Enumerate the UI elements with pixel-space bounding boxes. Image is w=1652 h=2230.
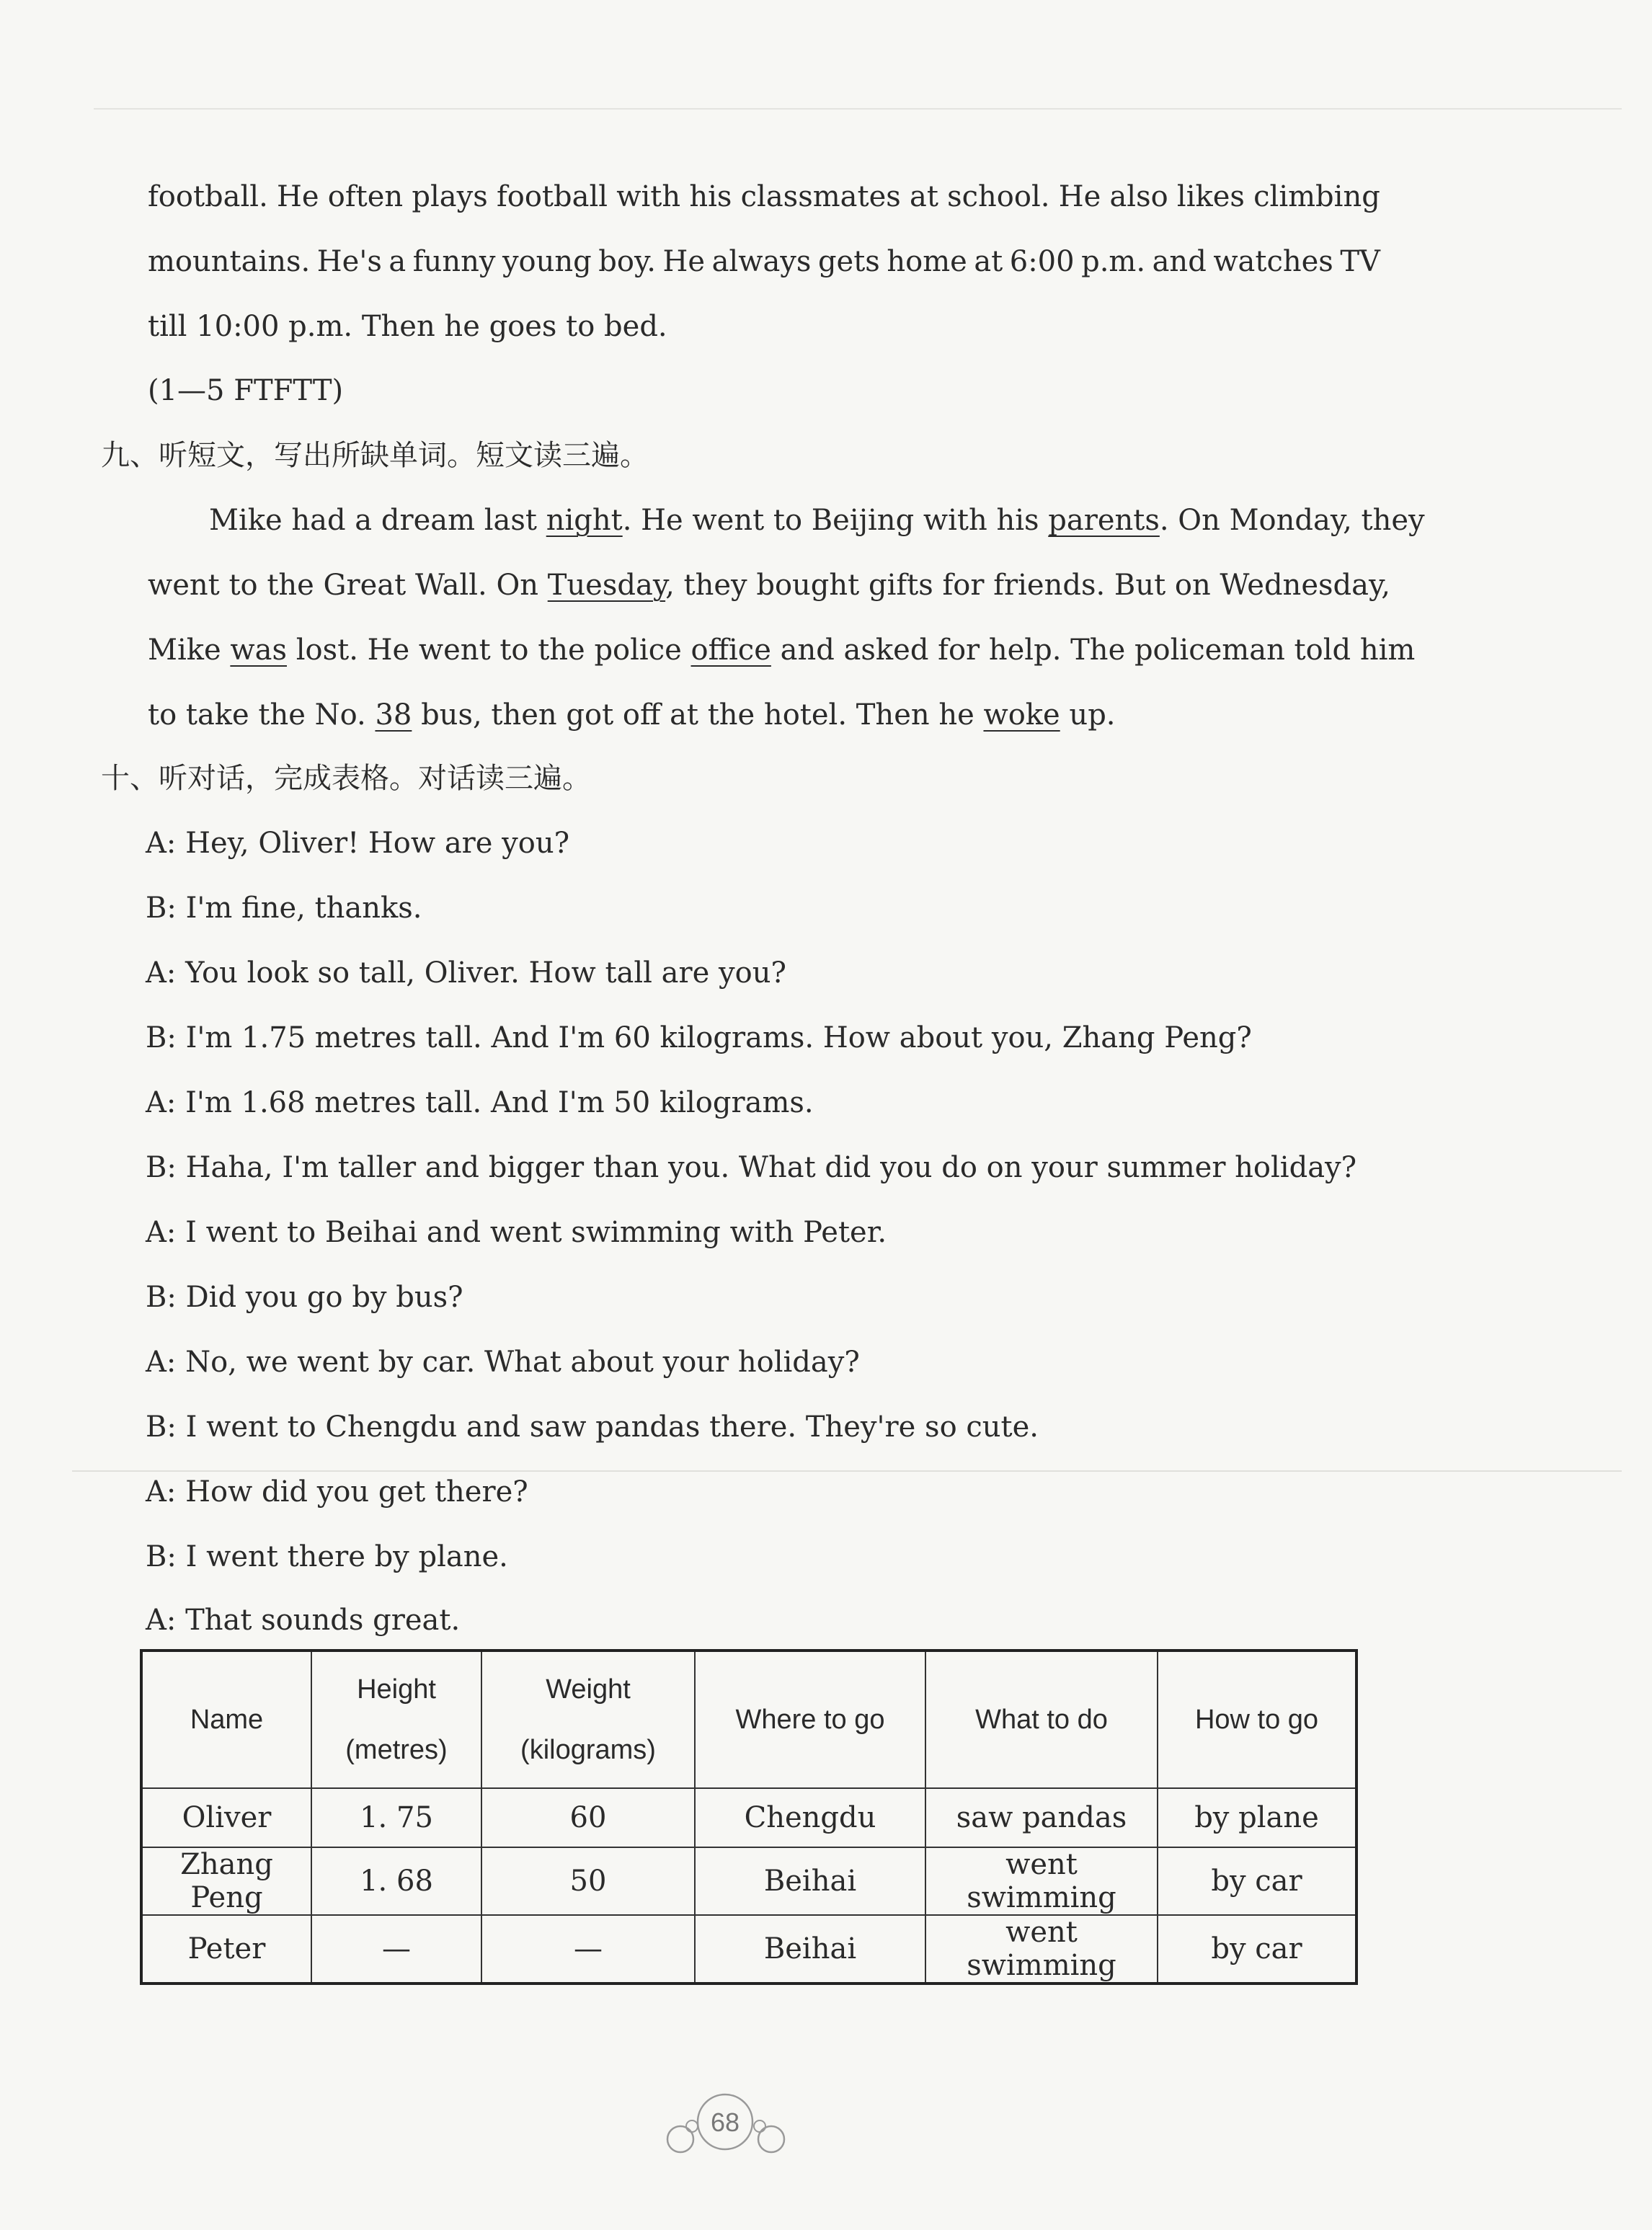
s9-blank-answer: office (690, 634, 771, 667)
table-row (141, 1915, 1356, 1984)
s9-blank-answer: was (230, 634, 287, 667)
passage-line-1 (148, 175, 1380, 218)
dialogue-line: A: Hey, Oliver! How are you? (146, 827, 570, 860)
header-label: How to go (1194, 1705, 1319, 1735)
dialogue-line: A: No, we went by car. What about your holiday? (146, 1346, 860, 1379)
passage-word: TV (1340, 245, 1380, 278)
s9-line-4 (148, 693, 1116, 737)
dialogue-line: B: I went to Chengdu and saw pandas there. They're so cute. (146, 1411, 1039, 1444)
passage-word: watches (1213, 245, 1333, 278)
s9-blank-answer: woke (983, 698, 1060, 732)
dialogue-line: B: Did you go by bus? (146, 1281, 463, 1314)
s9-text: Mike (148, 634, 231, 667)
s9-text: , they bought gifts for friends. But on Wednesday, (665, 569, 1390, 602)
passage-word: He (277, 180, 319, 213)
s9-blank-answer: Tuesday (547, 569, 666, 602)
table-cell: 1. 68 (311, 1847, 481, 1915)
s9-line-3 (148, 628, 1415, 672)
header-height (311, 1651, 481, 1788)
passage-word: classmates (740, 180, 901, 213)
s9-blank-answer: night (546, 504, 623, 537)
passage-word: football (496, 180, 608, 213)
header-label: Weight (546, 1674, 631, 1705)
passage-word: and (1152, 245, 1207, 278)
dialogue-line: B: I'm 1.75 metres tall. And I'm 60 kilograms. How about you, Zhang Peng? (146, 1021, 1252, 1054)
passage-word: gets (817, 245, 880, 278)
table-cell: Oliver (141, 1788, 311, 1847)
table-cell: 1. 75 (311, 1788, 481, 1847)
passage-word: his (689, 180, 732, 213)
passage-word: at (974, 245, 1003, 278)
dialogue-line: A: That sounds great. (146, 1604, 461, 1637)
header-what (925, 1651, 1158, 1788)
answer-table (140, 1649, 1358, 1985)
table-cell: by car (1158, 1847, 1356, 1915)
table-header-row (141, 1651, 1356, 1788)
passage-word: likes (1176, 180, 1245, 213)
passage-word: also (1109, 180, 1168, 213)
s9-text: and asked for help. The policeman told him (771, 634, 1416, 667)
header-how (1158, 1651, 1356, 1788)
header-label: Height (357, 1674, 436, 1705)
passage-word: He's (316, 245, 382, 278)
passage-word: He (1058, 180, 1101, 213)
header-weight (481, 1651, 695, 1788)
answer-key: (1—5 FTFTT) (148, 374, 344, 407)
passage-word: p.m. (1081, 245, 1146, 278)
s9-text: to take the No. (148, 698, 376, 732)
header-unit: (metres) (345, 1735, 448, 1765)
s9-line-2 (148, 564, 1390, 607)
passage-word: school. (947, 180, 1050, 213)
table-cell: Peter (141, 1915, 311, 1984)
table-cell: 60 (481, 1788, 695, 1847)
header-label: What to do (975, 1705, 1108, 1735)
passage-line-3: till 10:00 p.m. Then he goes to bed. (148, 310, 667, 343)
s9-text: bus, then got off at the hotel. Then he (412, 698, 984, 732)
section-9-heading: 九、听短文，写出所缺单词。短文读三遍。 (101, 439, 649, 472)
table-cell: Chengdu (695, 1788, 925, 1847)
passage-word: with (616, 180, 681, 213)
s9-text: . On Monday, they (1159, 504, 1425, 537)
header-unit: (kilograms) (520, 1735, 656, 1765)
passage-word: often (327, 180, 404, 213)
table-cell: — (481, 1915, 695, 1984)
page-number: 68 (710, 2107, 740, 2137)
s9-text: Mike had a dream last (209, 504, 546, 537)
table-cell: saw pandas (925, 1788, 1158, 1847)
passage-word: mountains. (148, 245, 311, 278)
passage-word: climbing (1253, 180, 1380, 213)
s9-blank-answer: parents (1048, 504, 1160, 537)
section-10-heading: 十、听对话，完成表格。对话读三遍。 (101, 762, 591, 795)
table-cell: — (311, 1915, 481, 1984)
passage-word: funny (412, 245, 496, 278)
s9-text: . He went to Beijing with his (622, 504, 1049, 537)
table-row (141, 1788, 1356, 1847)
passage-word: 6:00 (1009, 245, 1075, 278)
s9-text: up. (1060, 698, 1116, 732)
table-cell: Beihai (695, 1915, 925, 1984)
passage-word: boy. (598, 245, 656, 278)
passage-word: at (909, 180, 938, 213)
passage-word: football. (148, 180, 268, 213)
table-cell: Beihai (695, 1847, 925, 1915)
table-cell: went swimming (925, 1915, 1158, 1984)
passage-word: plays (412, 180, 488, 213)
dialogue-line: B: I'm fine, thanks. (146, 892, 422, 925)
s9-line-1 (209, 499, 1425, 542)
passage-word: home (887, 245, 967, 278)
s9-text: lost. He went to the police (287, 634, 691, 667)
passage-word: always (711, 245, 812, 278)
header-label: Where to go (735, 1705, 885, 1735)
passage-word: a (388, 245, 407, 278)
table-cell: by car (1158, 1915, 1356, 1984)
dialogue-line: B: I went there by plane. (146, 1540, 508, 1573)
table-cell: by plane (1158, 1788, 1356, 1847)
s9-text: went to the Great Wall. On (148, 569, 548, 602)
table-cell: went swimming (925, 1847, 1158, 1915)
dialogue-line: B: Haha, I'm taller and bigger than you. What did you do on your summer holiday? (146, 1151, 1357, 1184)
page-number-badge (662, 2092, 789, 2161)
header-label: Name (190, 1705, 264, 1735)
dialogue-line: A: How did you get there? (146, 1475, 528, 1509)
header-name (141, 1651, 311, 1788)
passage-word: He (662, 245, 706, 278)
passage-line-2 (148, 240, 1380, 283)
passage-word: young (502, 245, 592, 278)
top-divider (94, 108, 1622, 110)
table-row (141, 1847, 1356, 1915)
dialogue-line: A: You look so tall, Oliver. How tall are you? (146, 956, 786, 990)
header-where (695, 1651, 925, 1788)
dialogue-line: A: I'm 1.68 metres tall. And I'm 50 kilograms. (146, 1086, 814, 1119)
dialogue-line: A: I went to Beihai and went swimming with Peter. (146, 1216, 887, 1249)
s9-blank-answer: 38 (375, 698, 412, 732)
table-cell: Zhang Peng (141, 1847, 311, 1915)
table-cell: 50 (481, 1847, 695, 1915)
